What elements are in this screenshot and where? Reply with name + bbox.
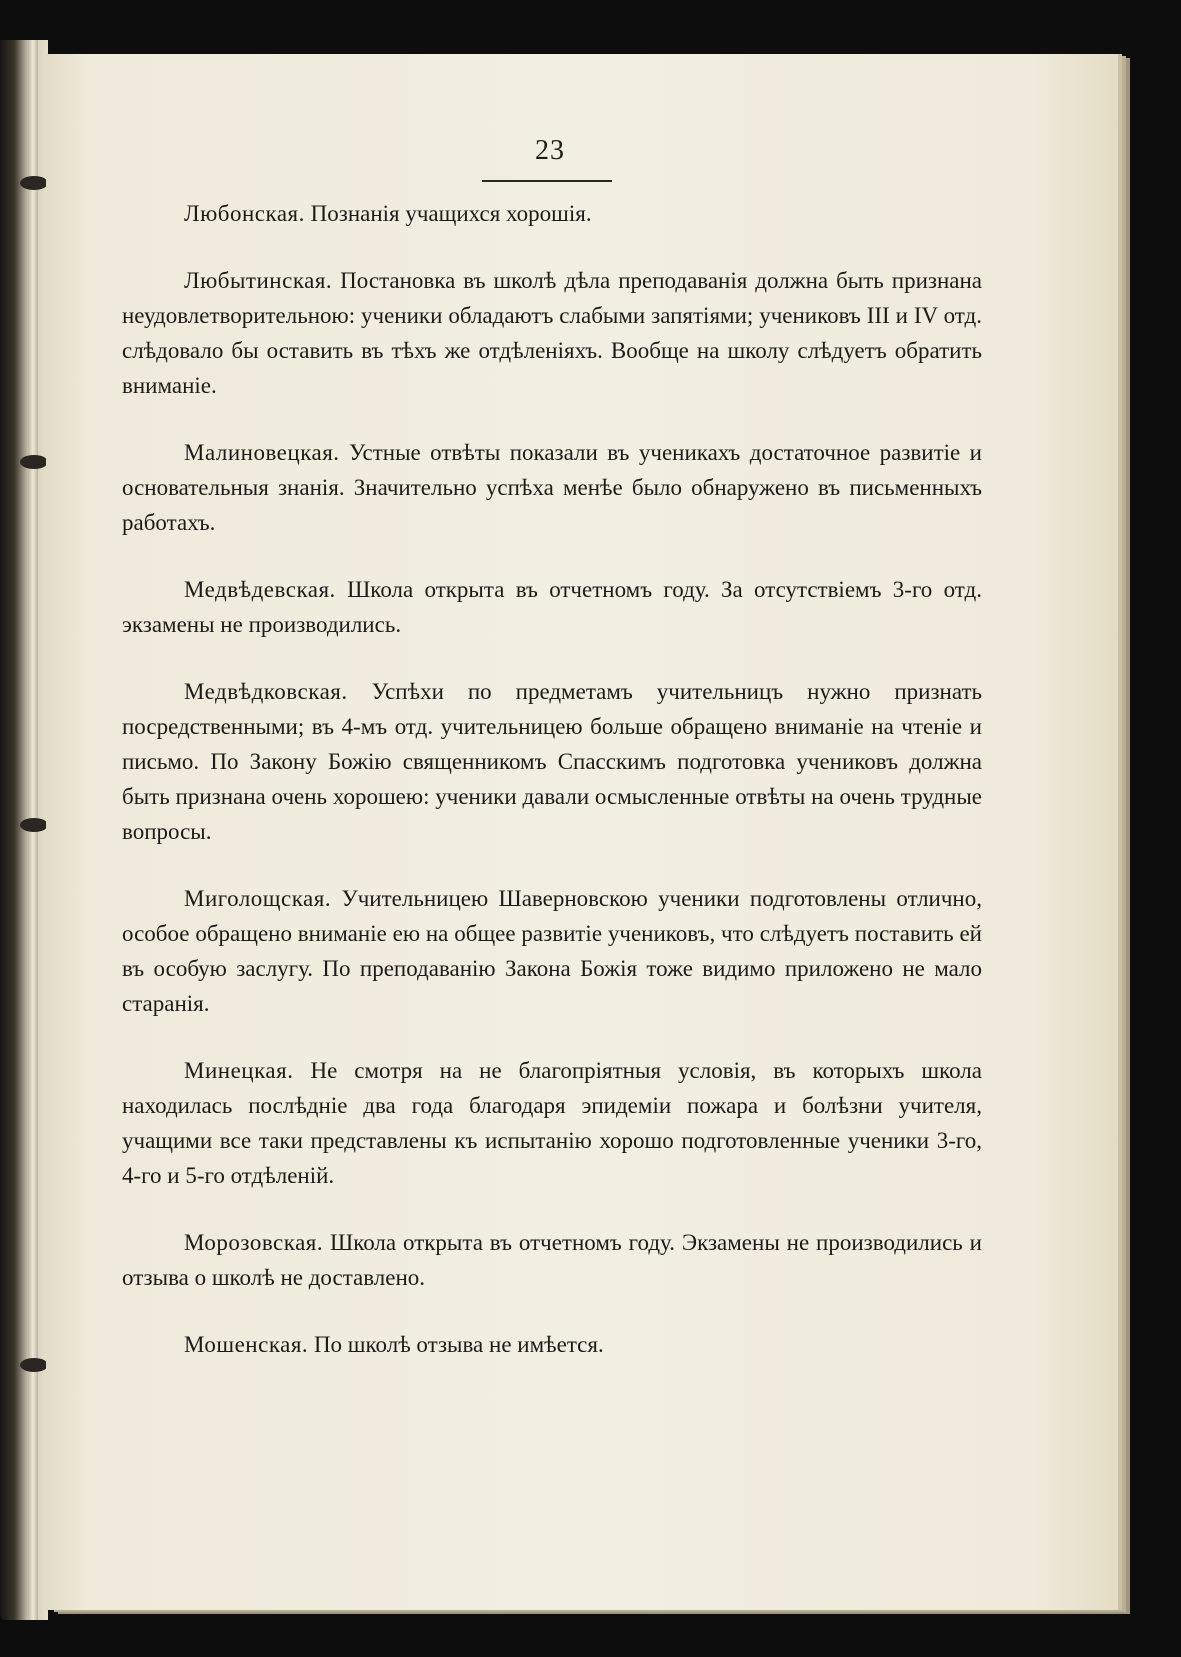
- paragraph-text: Школа открыта въ отчетномъ году. За отсутствіемъ 3-го отд. экзамены не производились.: [122, 577, 982, 637]
- page-body-text: [122, 196, 982, 1394]
- paragraph-text: По школѣ отзыва не имѣется.: [308, 1332, 604, 1357]
- page-number: 23: [535, 135, 565, 166]
- paragraph-text: Устные отвѣты показали въ ученикахъ достаточное развитіе и основательныя знанія. Значительно успѣха менѣе было обнаружено въ письменныхъ работахъ.: [122, 440, 982, 535]
- binding-stitch: [20, 176, 48, 190]
- binding-stitch: [20, 455, 48, 469]
- paragraph-medvedevskaya: [122, 572, 982, 642]
- school-name: Малиновецкая.: [184, 440, 340, 465]
- binding-stitch: [20, 818, 48, 832]
- paragraph-malinovetskaya: [122, 435, 982, 540]
- paragraph-lyubytinskaya: [122, 263, 982, 403]
- paragraph-migoloshchskaya: [122, 881, 982, 1021]
- paragraph-text: Школа открыта въ отчетномъ году. Экзамены не производились и отзыва о школѣ не доставлено.: [122, 1230, 982, 1290]
- paragraph-text: Постановка въ школѣ дѣла преподаванія должна быть признана неудовлетворительною: ученики обладаютъ слабыми запятіями; учениковъ III и IV отд. слѣдовало бы оставить въ тѣхъ же отдѣленіяхъ. Вообще на школу слѣдуетъ обратить вниманіе.: [122, 268, 982, 398]
- paragraph-medvedkovskaya: [122, 674, 982, 849]
- paragraph-text: Успѣхи по предметамъ учительницъ нужно признать посредственными; въ 4-мъ отд. учительницею больше обращено вниманіе на чтеніе и письмо. По Закону Божію священникомъ Спасскимъ подготовка учениковъ должна быть признана очень хорошею: ученики давали осмысленные отвѣты на очень трудные вопросы.: [122, 679, 982, 844]
- binding-stitch: [20, 1358, 48, 1372]
- paragraph-moshenskaya: [122, 1327, 982, 1362]
- page-number-rule: [482, 180, 612, 182]
- school-name: Минецкая.: [184, 1058, 294, 1083]
- school-name: Любонская.: [184, 201, 305, 226]
- school-name: Мошенская.: [184, 1332, 309, 1357]
- paragraph-text: Не смотря на не благопріятныя условія, въ которыхъ школа находилась послѣдніе два года благодаря эпидеміи пожара и болѣзни учителя, учащими все таки представлены къ испытанію хорошо подготовленные ученики 3-го, 4-го и 5-го отдѣленій.: [122, 1058, 982, 1188]
- paragraph-text: Учительницею Шаверновскою ученики подготовлены отлично, особое обращено вниманіе ею на общее развитіе учениковъ, что слѣдуетъ поставить ей въ особую заслугу. По преподаванію Закона Божія тоже видимо приложено не мало старанія.: [122, 886, 982, 1016]
- school-name: Миголощская.: [184, 886, 332, 911]
- school-name: Медвѣдковская.: [184, 679, 348, 704]
- paragraph-lyubonskaya: [122, 196, 982, 231]
- school-name: Морозовская.: [184, 1230, 324, 1255]
- paragraph-minetskaya: [122, 1053, 982, 1193]
- paragraph-text: Познанія учащихся хорошія.: [304, 201, 592, 226]
- school-name: Медвѣдевская.: [184, 577, 336, 602]
- paragraph-morozovskaya: [122, 1225, 982, 1295]
- school-name: Любытинская.: [184, 268, 333, 293]
